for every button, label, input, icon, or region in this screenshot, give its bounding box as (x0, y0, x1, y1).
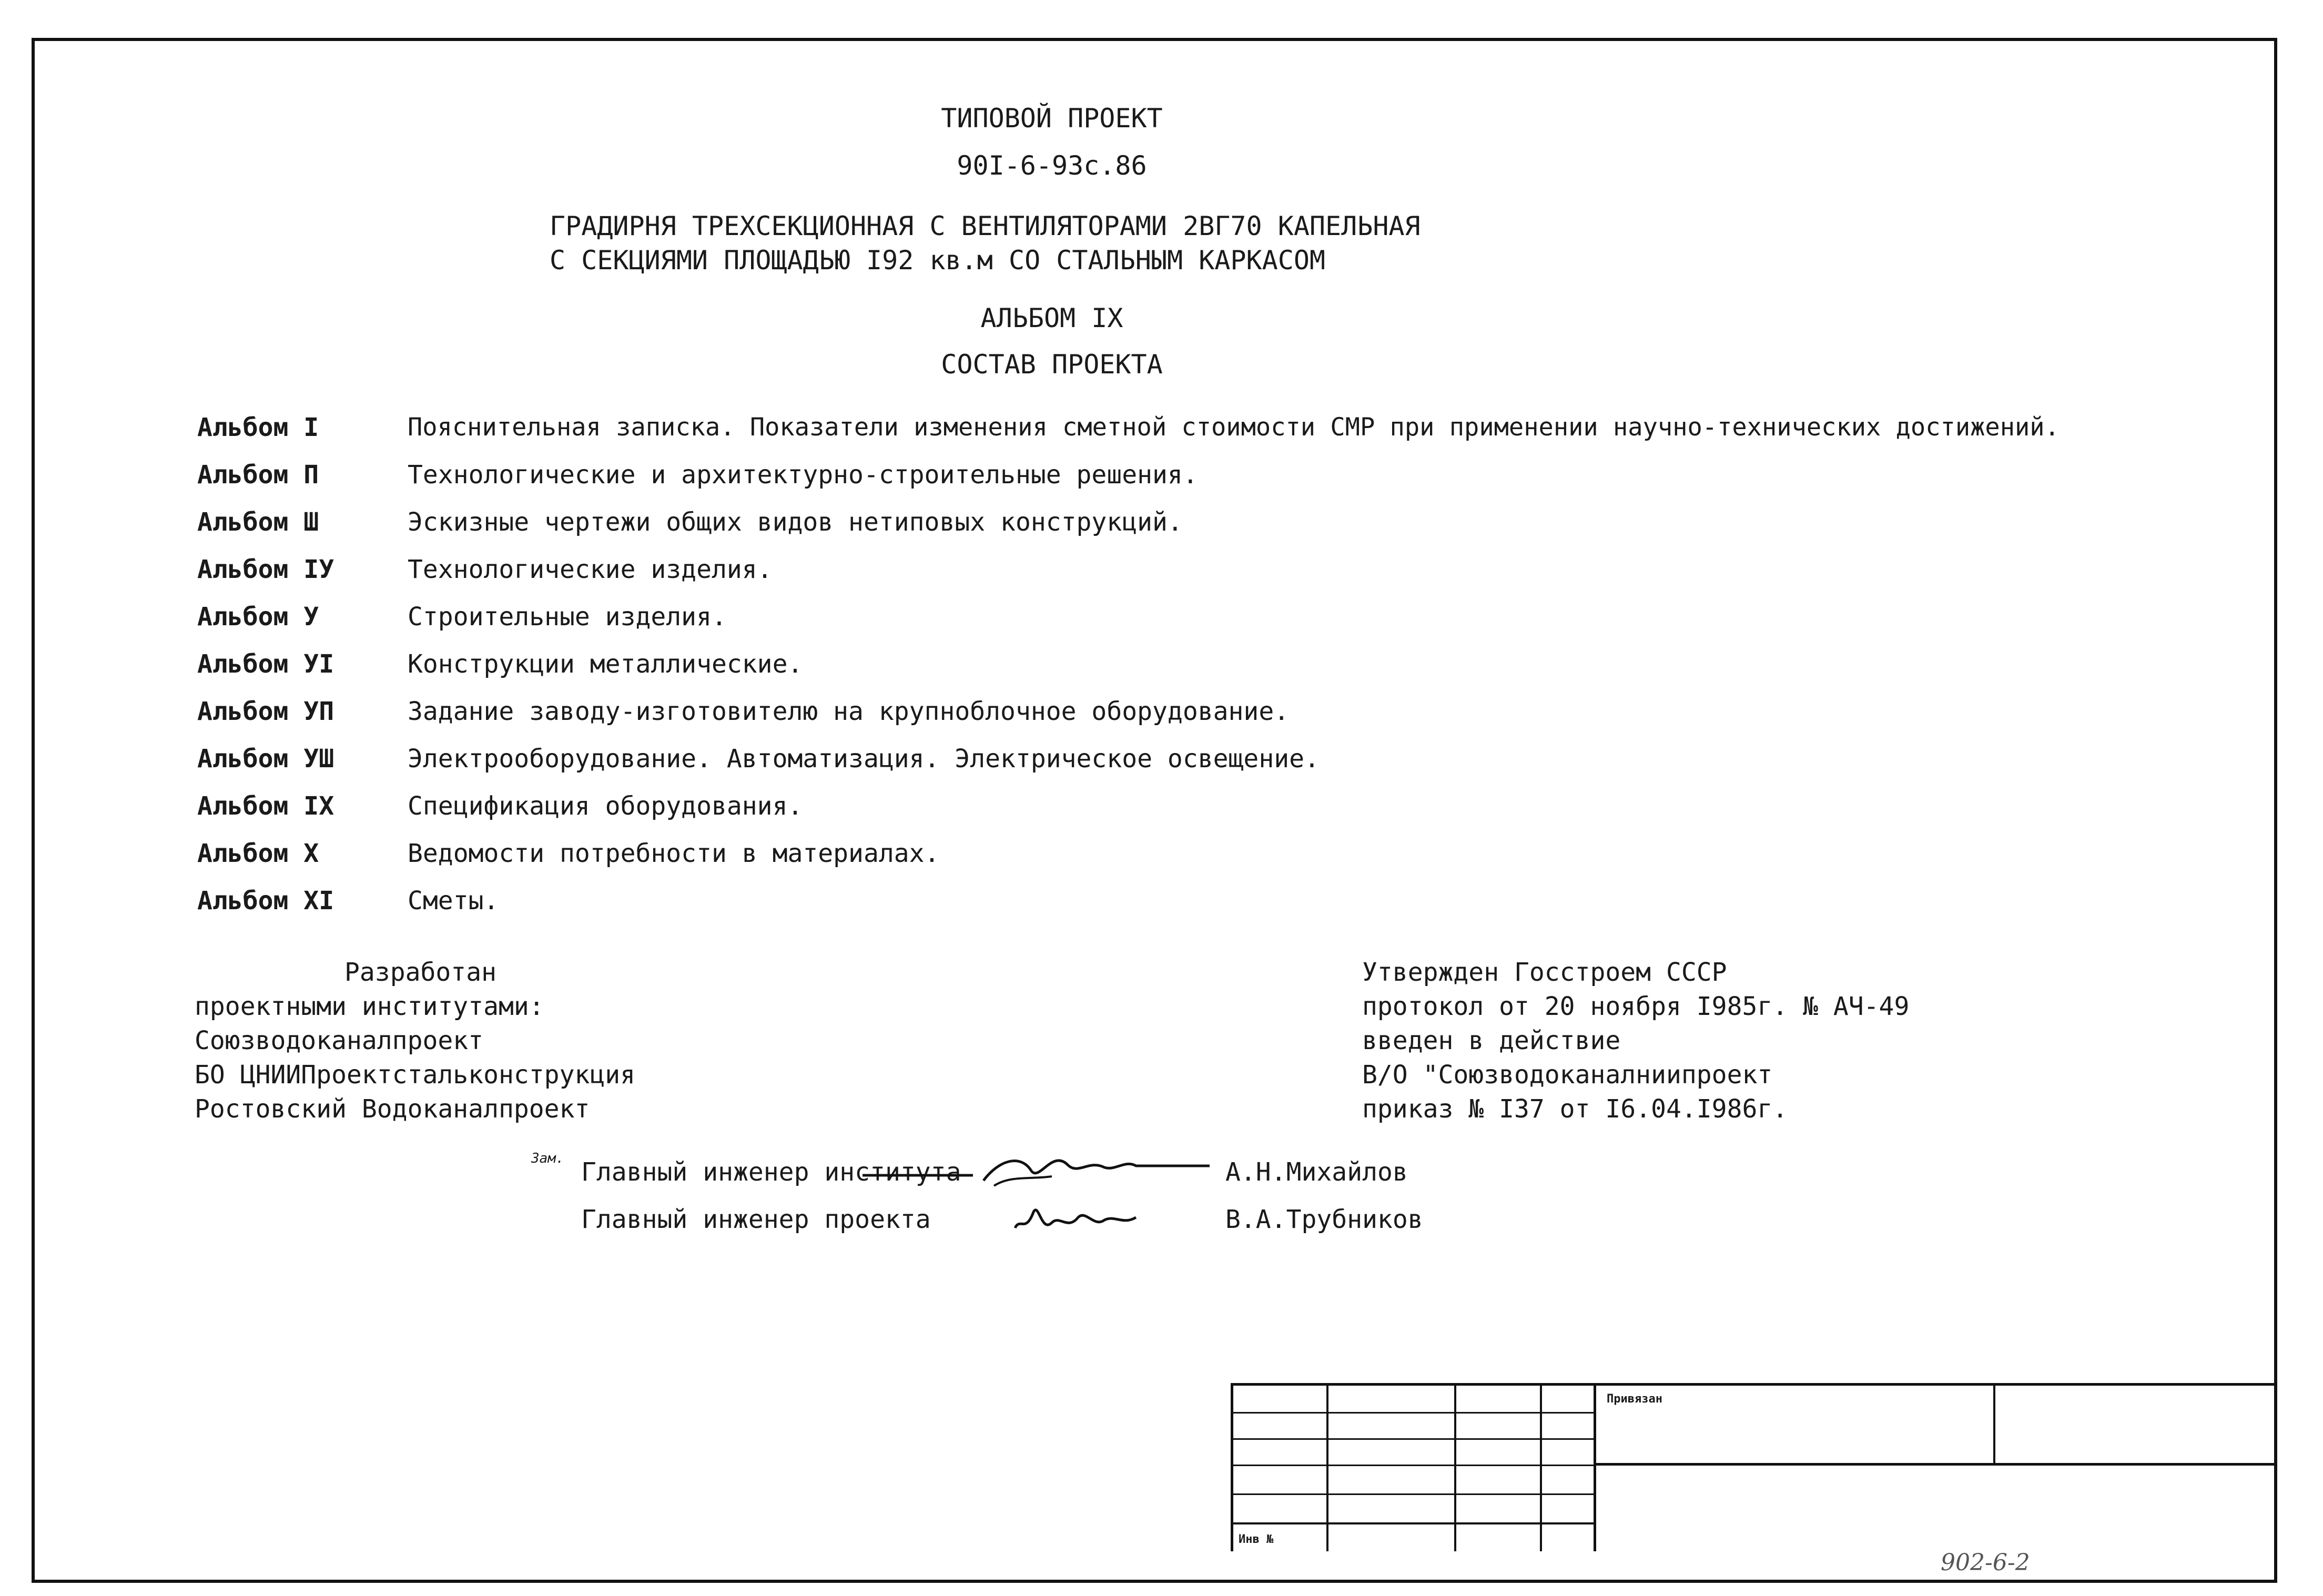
album-label: Альбом УШ (197, 744, 334, 774)
album-description: Эскизные чертежи общих видов нетиповых конструкций. (408, 507, 1183, 537)
stamp-divider (1540, 1383, 1542, 1551)
stamp-divider (1231, 1465, 1595, 1466)
approved-line: протокол от 20 ноября I985г. № АЧ-49 (1362, 992, 1910, 1021)
album-description: Технологические изделия. (408, 555, 773, 584)
developed-line: БО ЦНИИПроектстальконструкция (195, 1060, 636, 1090)
signature-prefix: Зам. (531, 1151, 564, 1166)
stamp-divider (1454, 1383, 1456, 1551)
signature-role: Главный инженер института (581, 1157, 961, 1187)
stamp-divider (1993, 1383, 1995, 1465)
stamp-inventory-label: Инв № (1239, 1533, 1274, 1546)
signature-name: А.Н.Михайлов (1225, 1157, 1408, 1187)
approved-line: В/О "Союзводоканалниипроект (1362, 1060, 1773, 1090)
album-label: Альбом IX (197, 791, 334, 821)
album-description: Спецификация оборудования. (408, 791, 803, 821)
title-line-1: ГРАДИРНЯ ТРЕХСЕКЦИОННАЯ С ВЕНТИЛЯТОРАМИ 2ВГ70 КАПЕЛЬНАЯ (550, 211, 1421, 241)
stamp-divider (1231, 1522, 1595, 1524)
signature-name: В.А.Трубников (1225, 1205, 1423, 1234)
album-label: Альбом I (197, 413, 319, 442)
handwritten-signature (1010, 1196, 1147, 1244)
project-number: 90I-6-93с.86 (957, 150, 1147, 181)
album-description: Строительные изделия. (408, 602, 727, 632)
section-title: СОСТАВ ПРОЕКТА (941, 349, 1163, 380)
title-line-2: С СЕКЦИЯМИ ПЛОЩАДЬЮ I92 кв.м СО СТАЛЬНЫМ КАРКАСОМ (550, 245, 1326, 276)
album-label: Альбом УП (197, 697, 334, 726)
stamp-attached-label: Привязан (1607, 1392, 1662, 1406)
stamp-divider (1231, 1493, 1595, 1495)
album-label: Альбом У (197, 602, 319, 632)
developed-heading: Разработан (344, 958, 496, 987)
album-label: Альбом X (197, 839, 319, 868)
album-label: Альбом IУ (197, 555, 334, 584)
stamp-divider (1326, 1383, 1328, 1551)
signature-role: Главный инженер проекта (581, 1205, 931, 1234)
approved-line: Утвержден Госстроем СССР (1362, 958, 1727, 987)
album-label: Альбом Ш (197, 507, 319, 537)
stamp-divider (1231, 1412, 1595, 1414)
album-description: Пояснительная записка. Показатели изменения сметной стоимости СМР при применении научно-технических достижений. (408, 413, 2060, 442)
approved-line: приказ № I37 от I6.04.I986г. (1362, 1094, 1788, 1124)
album-description: Задание заводу-изготовителю на крупноблочное оборудование. (408, 697, 1290, 726)
developed-line: Ростовский Водоканалпроект (195, 1094, 590, 1124)
album-description: Конструкции металлические. (408, 649, 803, 679)
approved-line: введен в действие (1362, 1026, 1621, 1055)
developed-line: проектными институтами: (195, 992, 544, 1021)
album-label: Альбом П (197, 460, 319, 490)
album-label: Альбом XI (197, 886, 334, 916)
album-description: Сметы. (408, 886, 499, 916)
album-description: Технологические и архитектурно-строительные решения. (408, 460, 1198, 490)
stamp-divider (1595, 1463, 2275, 1466)
developed-line: Союзводоканалпроект (195, 1026, 484, 1055)
album-description: Ведомости потребности в материалах. (408, 839, 940, 868)
album-number: АЛЬБОМ IX (980, 303, 1123, 333)
project-type: ТИПОВОЙ ПРОЕКТ (941, 103, 1163, 134)
album-description: Электрооборудование. Автоматизация. Электрическое освещение. (408, 744, 1320, 774)
handwritten-signature (863, 1138, 1210, 1196)
album-label: Альбом УI (197, 649, 334, 679)
stamp-divider (1594, 1383, 1596, 1551)
stamp-border (1231, 1383, 2275, 1386)
stamp-border (1231, 1383, 1233, 1551)
stamp-divider (1231, 1438, 1595, 1440)
page-mark: 902-6-2 (1941, 1549, 2030, 1576)
